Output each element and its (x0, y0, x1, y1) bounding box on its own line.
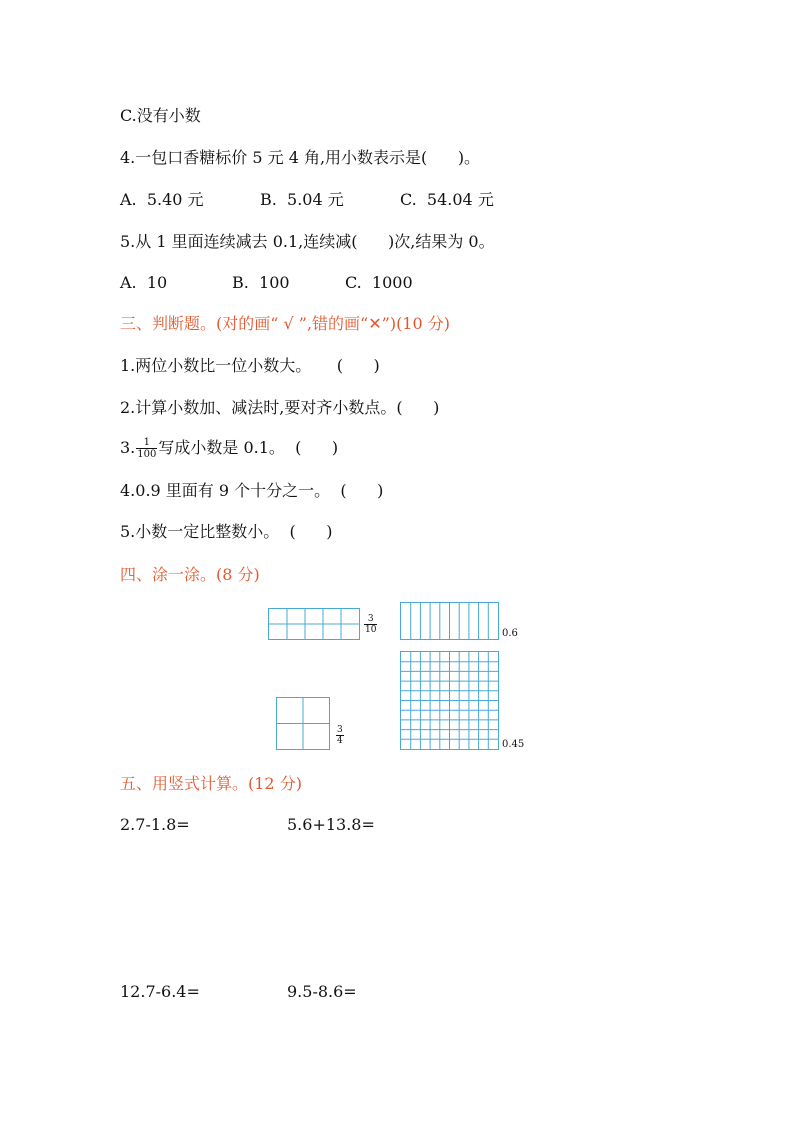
grid-strips[interactable] (400, 602, 499, 640)
grid-tenths-fraction (364, 614, 377, 635)
calc-problem-1: 2.7-1.8= (120, 815, 190, 834)
grid-quarters[interactable] (276, 697, 330, 750)
grid-hundredths[interactable] (400, 651, 499, 750)
fraction-denominator: 100 (137, 449, 157, 460)
grid-quarters-fraction (336, 725, 344, 746)
q5-option-a: A. 10 (120, 273, 168, 292)
grid-strips-label: 0.6 (502, 628, 518, 639)
judge-item-4: 4.0.9 里面有 9 个十分之一。 ( ) (120, 481, 384, 500)
calc-problem-2: 5.6+13.8= (287, 815, 375, 834)
q4-stem: 4.一包口香糖标价 5 元 4 角,用小数表示是( )。 (120, 148, 481, 167)
section-5-title: 五、用竖式计算。(12 分) (120, 774, 302, 793)
grid-hundredths-label: 0.45 (502, 739, 525, 750)
judge-item-2: 2.计算小数加、减法时,要对齐小数点。( ) (120, 398, 440, 417)
q4-option-a: A. 5.40 元 (120, 190, 204, 209)
calc-problem-4: 9.5-8.6= (287, 982, 357, 1001)
judge-item-3-prefix: 3. (120, 438, 136, 457)
grid-quarters-denominator: 4 (337, 736, 343, 746)
fraction-numerator: 1 (136, 437, 157, 449)
grid-tenths-denominator: 10 (365, 625, 377, 635)
section-4-title: 四、涂一涂。(8 分) (120, 565, 260, 584)
judge-item-5: 5.小数一定比整数小。 ( ) (120, 522, 333, 541)
q5-option-b: B. 100 (232, 273, 290, 292)
grid-tenths-lines (269, 609, 359, 639)
section-3-title: 三、判断题。(对的画“ √ ”,错的画“✕”)(10 分) (120, 314, 450, 333)
judge-item-3 (120, 437, 338, 460)
calc-problem-3: 12.7-6.4= (120, 982, 200, 1001)
grid-quarters-lines (277, 698, 329, 749)
grid-hundredths-lines (401, 652, 498, 749)
q5-option-c: C. 1000 (345, 273, 413, 292)
grid-strips-lines (401, 603, 498, 639)
q4-option-b: B. 5.04 元 (260, 190, 344, 209)
judge-item-3-suffix: 写成小数是 0.1。 ( ) (158, 438, 339, 457)
grid-tenths[interactable] (268, 608, 360, 640)
grid-tenths-numerator: 3 (364, 614, 377, 625)
q5-stem: 5.从 1 里面连续减去 0.1,连续减( )次,结果为 0。 (120, 232, 495, 251)
q4-option-c: C. 54.04 元 (400, 190, 494, 209)
grid-quarters-numerator: 3 (337, 725, 343, 735)
fraction-1-100 (136, 437, 157, 460)
q3-option-c: C.没有小数 (120, 106, 201, 125)
judge-item-1: 1.两位小数比一位小数大。 ( ) (120, 356, 380, 375)
